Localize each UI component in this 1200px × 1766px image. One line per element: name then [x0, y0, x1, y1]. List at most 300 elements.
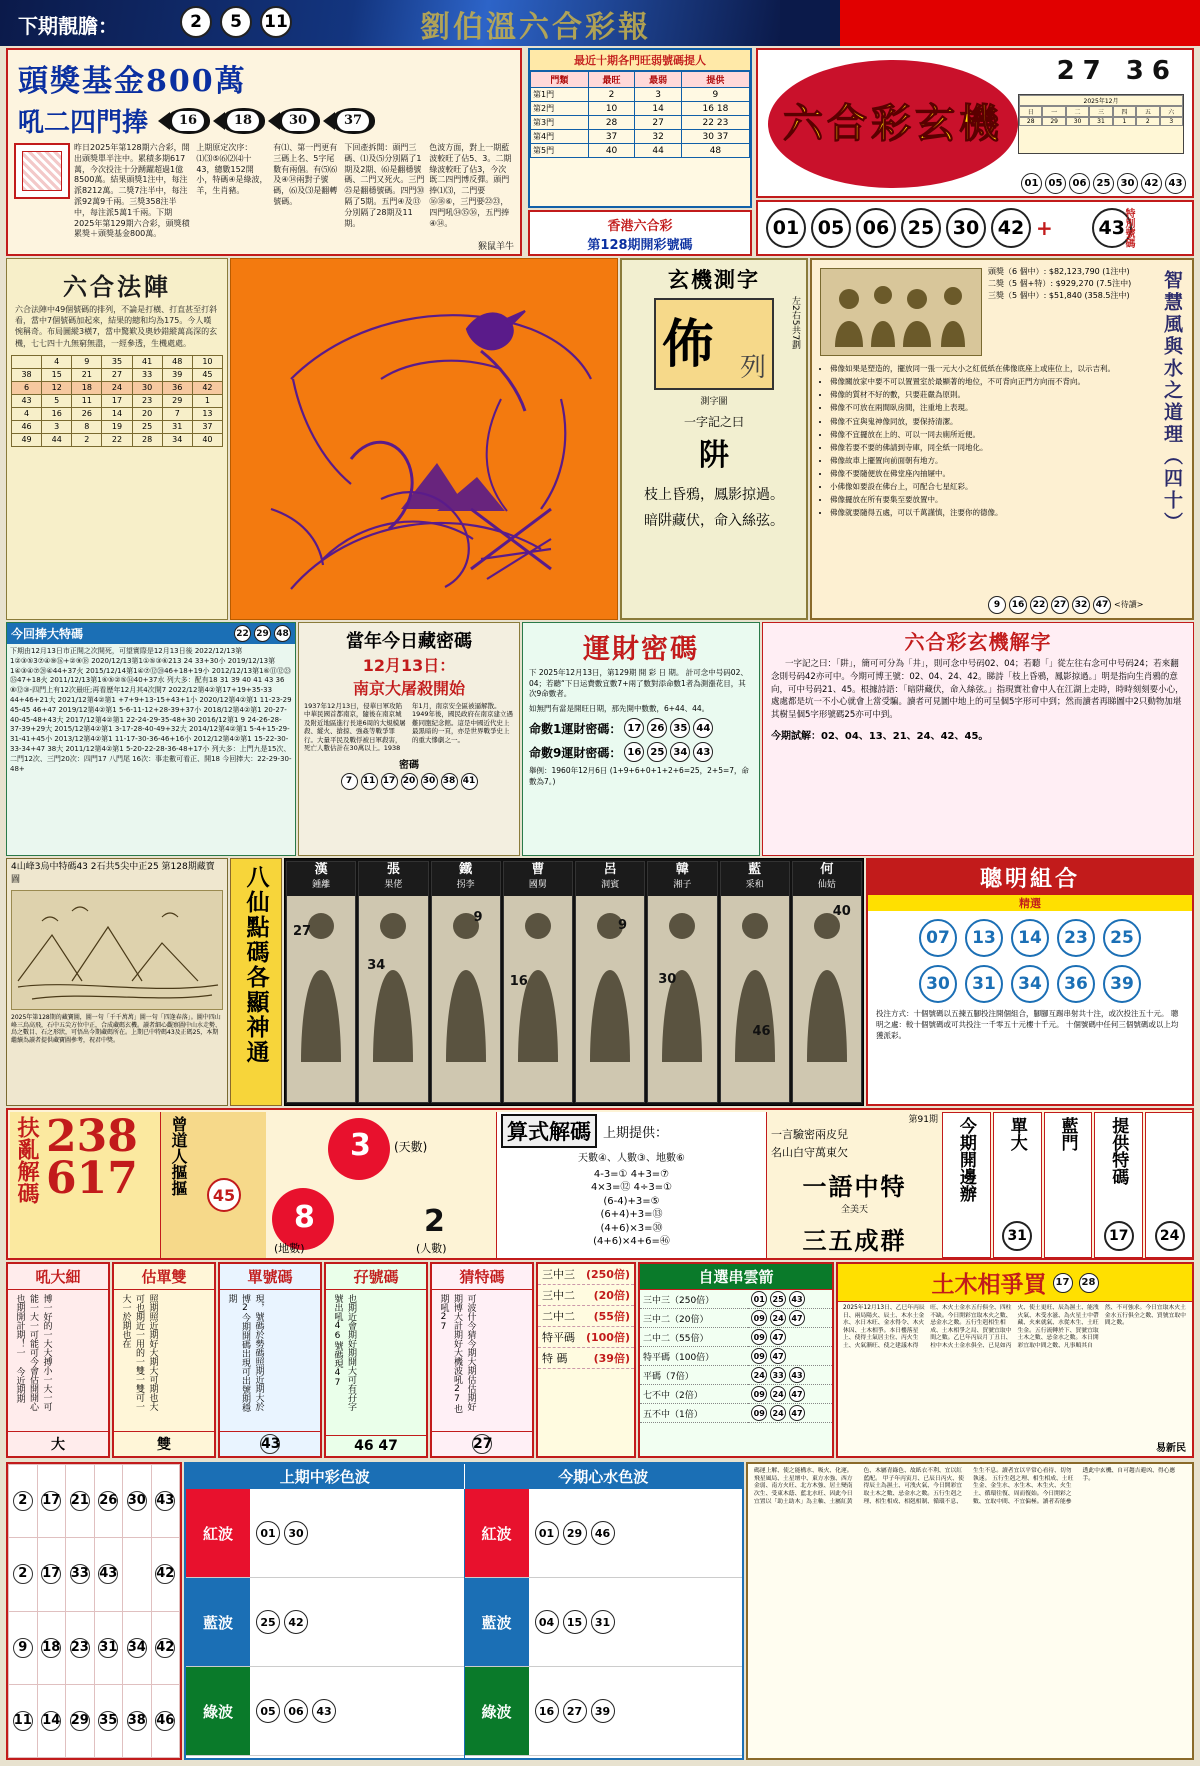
tip-title: 猜特碼 [432, 1264, 532, 1290]
immortal-surname: 藍 [748, 862, 762, 877]
bet-label: 三中二（20倍） [640, 1309, 748, 1328]
immortal-cell [286, 861, 356, 1103]
ten-period-header: 最近十期各門旺弱號碼提人 [530, 50, 750, 71]
wealth-code-1 [523, 716, 759, 740]
calc-line: (4+6)×4+6=㊻ [593, 1236, 670, 1247]
code-ball: 11 [361, 773, 378, 790]
mini-cal-cell: 2 [1136, 117, 1159, 126]
wave-numbers [250, 1521, 464, 1545]
grid-ball: 21 [70, 1491, 90, 1511]
bet-ball: 24 [770, 1310, 786, 1326]
smart-combination-panel [866, 858, 1194, 1106]
grid-ball: 14 [41, 1711, 61, 1731]
wave-numbers [529, 1610, 743, 1634]
self-select-table [640, 1290, 832, 1423]
prediction-card-ball: 24 [1155, 1221, 1185, 1251]
tip-item: • 佛像故車上擺置向前面朝有地方。 [830, 456, 1138, 466]
grid-ball: 43 [155, 1491, 175, 1511]
table-row [12, 381, 223, 394]
tip-column-single-number [218, 1262, 322, 1458]
treasure-map-image [11, 890, 223, 1010]
cold-cell: 27 [635, 116, 682, 130]
seal-label: 測字圖 [700, 397, 728, 407]
poem-panel [766, 1112, 942, 1258]
formula-calc-lines [497, 1168, 766, 1249]
hint-ball: 2 [180, 6, 212, 38]
grid-cell [66, 1611, 95, 1684]
tip-item: • 佛像不宜與鬼神像同放，要保持清潔。 [830, 417, 1138, 427]
zengdao-ball: 45 [207, 1178, 241, 1212]
masthead-logo [756, 48, 1194, 198]
mini-cal-cell: 28 [1019, 117, 1042, 126]
jackpot-col-2: 上期原定次序：⑴⑶⑤⑹⑵⑷十43，總數152開小，特碼④是綠波，羊，生肖豬。 [196, 143, 268, 196]
immortal-surname: 韓 [675, 862, 689, 877]
history-today-panel [298, 622, 520, 856]
wave-numbers [250, 1699, 464, 1723]
matrix-cell: 3 [42, 420, 72, 433]
logo-ball-row [1021, 173, 1186, 194]
wave-label-red: 紅波 [186, 1489, 250, 1577]
side-prediction-cards [942, 1112, 1194, 1258]
article-title: 土木相爭買 [931, 1272, 1047, 1298]
wave-ball: 39 [591, 1699, 615, 1723]
bet-label: 平碼（7倍） [640, 1366, 748, 1385]
wave-right-title: 今期心水色波 [464, 1464, 743, 1489]
stroke-note: 左2右5共7劃 [790, 296, 800, 350]
illustration-panel [230, 258, 618, 620]
treasure-map-text: 2025年第128期的藏寶圖，圖一句「千千萬萬」圖一句「四逢春落」。圖中四山峰三烏高飛，石中五尖方位中正，合成藏碼玄機。讀者細心觀察圖中山水走勢、鳥之數目、石之形狀，可悟出今期藏碼所在。上期已中特碼43及正碼25，本期繼續為讀者提供藏寶圖參考，祝君中獎。 [11, 1014, 222, 1044]
formula-header [497, 1112, 766, 1150]
matrix-cell: 16 [42, 407, 72, 420]
tip-text: 照期照近期好大期大可期也大可也期近一用的一雙一雙可一大一於期也在 [120, 1294, 158, 1411]
wave-numbers [250, 1610, 464, 1634]
bet-label: 七不中（2倍） [640, 1385, 748, 1404]
xuanji-title: 玄機測字 [668, 267, 760, 292]
immortal-surname: 張 [386, 862, 400, 877]
grid-cell [94, 1538, 123, 1611]
table-row [9, 1611, 180, 1684]
smart-note: 投注方式：十個號碼以五揀五腳投注開個組合，腳腳互踢串射共十注，或次投注五十元。 聰明之處：較十個號碼或可共投注一千零五十元樓十千元。 十個號碼中任何三個號碼或以上均獲派彩。 [876, 1009, 1179, 1040]
hot-history-header [7, 623, 295, 644]
history-code-balls [299, 773, 519, 790]
immortal-figure-icon [727, 902, 783, 1072]
table-row [531, 88, 750, 102]
wealth-ball: 25 [647, 742, 667, 762]
grid-cell [151, 1611, 180, 1684]
poem-period: 第91期 [908, 1115, 938, 1125]
tip-item: • 佛像不要隨便放在佛堂座內抽屜中。 [830, 469, 1138, 479]
jackpot-col-4: 下回產拆開：頭門三碼、⑴及⑸分別隔了1期及2期、⑹是翻穩號碼、二門又死火。三門㉕是翻穩號碼。四門㉚隔了5期。五門④及⑬分別隔了28期及11期。 [344, 143, 425, 228]
matrix-cell: 37 [192, 420, 222, 433]
buddha-illustration [820, 268, 982, 356]
color-wave-panel [184, 1462, 744, 1760]
bet-balls [748, 1328, 832, 1347]
grid-ball: 17 [41, 1491, 61, 1511]
calc-line: (6+4)+3=⑬ [600, 1209, 663, 1220]
fuluan-number: 238 [46, 1111, 138, 1162]
grid-ball: 31 [98, 1638, 118, 1658]
odds-row [538, 1348, 634, 1369]
tip-footer [432, 1431, 532, 1456]
matrix-cell: 27 [102, 368, 132, 381]
tip-item: • 佛像的質材不好的數，只要莊嚴為原則。 [830, 390, 1138, 400]
tip-text: 現，號碼於勢碼照期近期大於博2今期開碼出現可出號期穩期 [226, 1294, 264, 1412]
wealth-code-1-label: 命數1運財密碼： [529, 721, 622, 736]
footer-ball: 22 [1030, 596, 1048, 614]
matrix-cell: 18 [72, 381, 102, 394]
wealth-para-2: 如無門有當是開旺日期，那先開中數數，6+44、44。 [529, 703, 710, 713]
grid-cell [66, 1465, 95, 1538]
table-row [531, 144, 750, 158]
immortal-number: 27 [293, 924, 312, 939]
smart-ball: 34 [1011, 965, 1049, 1003]
odds-value: (20倍) [593, 1289, 630, 1302]
smart-ball: 07 [919, 919, 957, 957]
matrix-cell: 6 [12, 381, 42, 394]
calc-line: (4+6)×3=㉚ [600, 1222, 663, 1234]
wealth-example: 舉例：1960年12月6日 (1+9+6+0+1+2+6=25，2+5=7，命數為7。) [529, 766, 750, 786]
matrix-cell: 30 [132, 381, 162, 394]
fuluan-panel [10, 1112, 160, 1258]
matrix-cell: 39 [162, 368, 192, 381]
special-label: 特別號碼 [1123, 208, 1134, 248]
grid-cell [123, 1465, 152, 1538]
article-signature: 易新民 [1156, 1443, 1186, 1454]
logo-oval [768, 60, 1018, 188]
bet-balls [748, 1404, 832, 1423]
grid-cell [66, 1684, 95, 1757]
prediction-card [993, 1112, 1042, 1258]
formula-decode-panel [496, 1112, 766, 1258]
wave-row [186, 1578, 464, 1667]
immortal-cell [647, 861, 717, 1103]
article-ball: 17 [1053, 1273, 1073, 1293]
tips-row [6, 1262, 1194, 1458]
matrix-cell: 10 [192, 355, 222, 368]
matrix-cell: 14 [102, 407, 132, 420]
immortal-number: 46 [752, 1024, 771, 1039]
self-select-title: 自選串雲箭 [640, 1264, 832, 1290]
smart-ball: 13 [965, 919, 1003, 957]
fengshui-title: 智慧風與水之道理（四十） [1161, 270, 1183, 534]
wave-right-col [464, 1489, 743, 1759]
immortal-figure-icon [438, 902, 494, 1072]
col-header: 提供 [681, 72, 749, 88]
secondary-character: 列 [739, 353, 766, 383]
fuluan-number: 617 [46, 1152, 138, 1204]
corner-numbers: 27 36 [1056, 56, 1178, 86]
matrix-cell: 49 [12, 433, 42, 446]
poem-line-2: 暗阱藏伏，命入絲弦。 [644, 513, 784, 529]
prediction-card-label: 今期開邊辦 [955, 1117, 976, 1202]
number-blobs [266, 1112, 496, 1258]
dragon-bird-illustration [231, 259, 617, 619]
matrix-cell: 26 [72, 407, 102, 420]
matrix-title: 六合法陣 [63, 272, 171, 301]
tip-title: 估單雙 [114, 1264, 214, 1290]
odds-label: 三中三 [542, 1268, 575, 1281]
smart-ball: 25 [1103, 919, 1141, 957]
liuhe-matrix-panel [6, 258, 228, 620]
number-grid-panel [6, 1462, 182, 1760]
grid-cell [9, 1684, 38, 1757]
logo-ball: 42 [1141, 173, 1162, 194]
bet-ball: 47 [770, 1329, 786, 1345]
wave-table [186, 1489, 742, 1759]
immortal-name [432, 862, 500, 896]
bet-label: 特平碼（100倍） [640, 1347, 748, 1366]
fish-icon [158, 108, 210, 134]
mini-cal-cell: 一 [1042, 106, 1065, 117]
wave-ball: 25 [256, 1610, 280, 1634]
wave-ball: 27 [563, 1699, 587, 1723]
table-row [12, 394, 223, 407]
prize-line: 頭獎（6 個中）: $82,123,790 (1注中) [988, 267, 1130, 276]
jiezi-body: 一字記之曰：「阱」，簡可可分為「井」，則可念中号码02、04；若聽「」從左往右念可中号码24；若來翻念則号码42亦可中。今期可博王號：02、04、24、42。睇詩「枝上昏鴉，鳳影掠過。」明是指向生肖鴉的意向，可中号码21、45。根據詩語：「暗阱藏伏，命入絲弦。」指現實社會中人在江湖上走時，時時刻刻要小心，處處都是坑一不小心就會上當受騙。讀者可見圖中地上的可呈個5字形可中到；然而讀者再睇圖中2只動物加堪其樹呈個5字形號碼25亦可中到。 [771, 659, 1184, 720]
tip-item: • 佛像就要隨得五處，可以千萬謹慎，注要你的德像。 [830, 508, 1138, 518]
matrix-table [11, 355, 223, 447]
wealth-title: 運財密碼 [583, 634, 699, 665]
hint-ball: 5 [220, 6, 252, 38]
col-header: 最旺 [588, 72, 635, 88]
cold-cell: 14 [635, 102, 682, 116]
earth-label: (地數) [274, 1242, 305, 1255]
mini-cal-cell: 31 [1089, 117, 1112, 126]
bet-ball: 25 [770, 1291, 786, 1307]
grid-ball: 26 [98, 1491, 118, 1511]
heaven-number: 3 [350, 1128, 371, 1163]
article-title-row [838, 1264, 1192, 1302]
tip-footer-ball: 43 [261, 1436, 281, 1452]
immortal-name [793, 862, 861, 896]
prediction-card-label: 單大 [1006, 1117, 1027, 1151]
wave-label-green: 綠波 [186, 1667, 250, 1755]
matrix-cell: 4 [42, 355, 72, 368]
immortal-number: 30 [658, 972, 677, 987]
grid-cell [151, 1465, 180, 1538]
formula-title: 算式解碼 [501, 1114, 597, 1148]
odds-value: (55倍) [593, 1310, 630, 1323]
bet-label: 二中二（55倍） [640, 1328, 748, 1347]
bet-ball: 33 [770, 1367, 786, 1383]
logo-ball: 05 [1045, 173, 1066, 194]
wave-row [186, 1489, 464, 1578]
immortal-name [287, 862, 355, 896]
matrix-cell: 8 [72, 420, 102, 433]
eight-immortals-title [230, 858, 282, 1106]
matrix-cell: 40 [192, 433, 222, 446]
tip-item: • 佛像若要不要的佛請到寺庫，同全紙一同地化。 [830, 443, 1138, 453]
code-ball: 17 [381, 773, 398, 790]
code-ball: 38 [441, 773, 458, 790]
logo-ball: 30 [1117, 173, 1138, 194]
immortal-name [504, 862, 572, 896]
immortal-surname: 漢 [314, 862, 328, 877]
eight-immortals-title-text: 八仙點碼各顯神通 [242, 865, 270, 1065]
draw-result-row [756, 200, 1194, 256]
matrix-cell: 25 [132, 420, 162, 433]
table-row [531, 102, 750, 116]
matrix-paragraph: 六合法陣中49個號碼的排列，不論是打橫、打直甚至打斜看，當中7個號碼加起來，結果的總和均為175。今人嘆惋稱奇。布局圖縱3橫7，當中驚歎及奧妙錯縱萬高深的玄機，七七四十九無窮無盡，一經參透，生機處處。 [15, 305, 218, 348]
gate-cell: 第4門 [531, 130, 589, 144]
bet-ball: 47 [789, 1386, 805, 1402]
matrix-cell: 4 [12, 407, 42, 420]
tip-footer: 46 47 [326, 1435, 426, 1456]
matrix-cell: 24 [102, 381, 132, 394]
bottom-row [6, 1462, 1194, 1760]
number-grid-table [8, 1464, 180, 1758]
immortal-name [721, 862, 789, 896]
tip-footer: 大 [8, 1431, 108, 1456]
immortal-cell [431, 861, 501, 1103]
hot-history-title: 今回捧大特碼 [11, 627, 84, 641]
grid-cell [151, 1538, 180, 1611]
mini-cal-cell: 四 [1113, 106, 1136, 117]
wave-row [465, 1489, 743, 1578]
wealth-para-1: 下 2025年12月13日，第129期 開 彩 日 期。 計可念中号码02、04；若聽“下日运費數宜數7+兩了數對添命數1者為測漲花目，其次9命數者。 [529, 668, 748, 698]
zengdao-panel [160, 1112, 266, 1258]
matrix-cell: 17 [102, 394, 132, 407]
matrix-cell: 22 [102, 433, 132, 446]
hot-cell: 28 [588, 116, 635, 130]
wave-ball: 05 [256, 1699, 280, 1723]
tip-text: 可波什今猜今期大期估估期好期博大計期好大機波吼27也期吼27 [438, 1294, 476, 1413]
smart-title: 聰明組合 [868, 860, 1192, 895]
table-row [9, 1684, 180, 1757]
history-event: 南京大屠殺開始 [352, 679, 465, 698]
footer-ball: 47 [1093, 596, 1111, 614]
wave-ball: 30 [284, 1521, 308, 1545]
poem-line-1: 枝上昏鴉，鳳影掠過。 [644, 487, 784, 503]
odds-label: 二中二 [542, 1310, 575, 1323]
immortal-figure-icon [654, 902, 710, 1072]
gate-cell: 第5門 [531, 144, 589, 158]
history-body: 1937年12月13日，侵華日軍攻陷中華民國首都南京，隨後在南京城及附近地區進行長達6周的大規模屠殺、縱火、搶掠、強姦等戰爭罪行。大量平民及戰俘被日軍殺害，死亡人數估計在30萬以上。1938年1月，南京安全區被逼解散。1949年後，國民政府在南京建立遇難同胞紀念館。這是中國近代史上最黑暗的一頁，亦是世界戰爭史上的重大慘劇之一。 [304, 702, 514, 753]
bet-ball: 24 [770, 1405, 786, 1421]
wealth-code-9-label: 命數9運財密碼： [529, 745, 622, 760]
jiezi-final: 今期試解：02、04、13、21、24、42、45。 [771, 730, 989, 742]
matrix-cell: 35 [102, 355, 132, 368]
wave-ball: 15 [563, 1610, 587, 1634]
matrix-cell: 29 [162, 394, 192, 407]
immortal-given: 果佬 [384, 880, 403, 891]
tip-column-odd-even [112, 1262, 216, 1458]
smart-ball: 36 [1057, 965, 1095, 1003]
smart-row-1 [868, 919, 1192, 957]
formula-row [6, 1108, 1194, 1260]
grid-cell [37, 1465, 66, 1538]
special-ball: 43 [1092, 208, 1132, 248]
poem-line: 一言驗密兩皮兒 [771, 1128, 848, 1141]
hint-ball: 11 [260, 6, 292, 38]
footer-ball: 27 [1051, 596, 1069, 614]
immortal-given: 采和 [745, 880, 764, 891]
footer-ball: 16 [1009, 596, 1027, 614]
jackpot-panel [6, 48, 522, 256]
matrix-cell: 36 [162, 381, 192, 394]
grid-ball: 23 [70, 1638, 90, 1658]
prediction-card [942, 1112, 991, 1258]
grid-cell [9, 1465, 38, 1538]
tip-item: • 佛像擺放在所有要集至要放置中。 [830, 495, 1138, 505]
mini-cal-cell: 日 [1019, 106, 1042, 117]
wealth-code-panel [522, 622, 760, 856]
matrix-cell: 23 [132, 394, 162, 407]
cold-cell: 3 [635, 88, 682, 102]
draw-ball: 06 [856, 208, 896, 248]
history-date: 12月13日： [362, 656, 456, 675]
matrix-cell: 2 [72, 433, 102, 446]
odds-label: 特 碼 [542, 1352, 568, 1365]
immortal-number: 16 [509, 974, 528, 989]
history-code-label: 密碼 [399, 759, 419, 771]
hot-cell: 37 [588, 130, 635, 144]
give-cell: 22 23 [681, 116, 749, 130]
tip-title: 單號碼 [220, 1264, 320, 1290]
tip-item: • 佛像不可放在兩間臥房間，注重地上表現。 [830, 403, 1138, 413]
next-period-label: 下期靚膽： [18, 14, 118, 38]
hot-cell: 2 [588, 88, 635, 102]
bet-ball: 47 [789, 1310, 805, 1326]
logo-ball: 43 [1165, 173, 1186, 194]
mini-cal-cell: 五 [1136, 106, 1159, 117]
immortal-surname: 呂 [603, 862, 617, 877]
five-elements-article [836, 1262, 1194, 1458]
fish-icon [323, 108, 375, 134]
tip-item: • 佛像不宜擺放在上的、可以一同去廁所近便。 [830, 430, 1138, 440]
logo-ball: 25 [1093, 173, 1114, 194]
grid-ball: 18 [41, 1638, 61, 1658]
footer-ball: 32 [1072, 596, 1090, 614]
bottom-article-panel [746, 1462, 1194, 1760]
bet-balls [748, 1290, 832, 1309]
poem-line: 名山白守萬東欠 [771, 1146, 848, 1159]
hot-ball: 29 [254, 625, 271, 642]
matrix-cell: 34 [162, 433, 192, 446]
prediction-card [1145, 1112, 1194, 1258]
formula-source-line: 天數④、人數③、地數⑥ [578, 1153, 685, 1164]
prediction-card [1044, 1112, 1093, 1258]
prediction-card-ball: 31 [1002, 1221, 1032, 1251]
matrix-cell: 13 [192, 407, 222, 420]
bet-balls [748, 1366, 832, 1385]
hot-cell: 10 [588, 102, 635, 116]
table-row [640, 1366, 832, 1385]
wealth-ball: 17 [624, 718, 644, 738]
mini-cal-head [1019, 95, 1183, 106]
paper-title: 劉伯溫六合彩報 [420, 10, 651, 45]
bet-balls [748, 1309, 832, 1328]
wave-ball: 29 [563, 1521, 587, 1545]
zengdao-title: 曾道人摳摳 [169, 1116, 188, 1196]
col-header: 門類 [531, 72, 589, 88]
grid-cell [123, 1684, 152, 1757]
next-period-balls [180, 6, 292, 38]
self-select-panel [638, 1262, 834, 1458]
mini-cal-cell: 30 [1066, 117, 1089, 126]
immortal-figure-icon [582, 902, 638, 1072]
cold-cell: 32 [635, 130, 682, 144]
wave-row [465, 1578, 743, 1667]
smart-ball: 23 [1057, 919, 1095, 957]
draw-ball: 01 [766, 208, 806, 248]
grid-cell [37, 1538, 66, 1611]
mini-cal-row [1019, 117, 1183, 126]
wealth-ball: 16 [624, 742, 644, 762]
matrix-cell: 12 [42, 381, 72, 394]
code-ball: 7 [341, 773, 358, 790]
give-cell: 48 [681, 144, 749, 158]
